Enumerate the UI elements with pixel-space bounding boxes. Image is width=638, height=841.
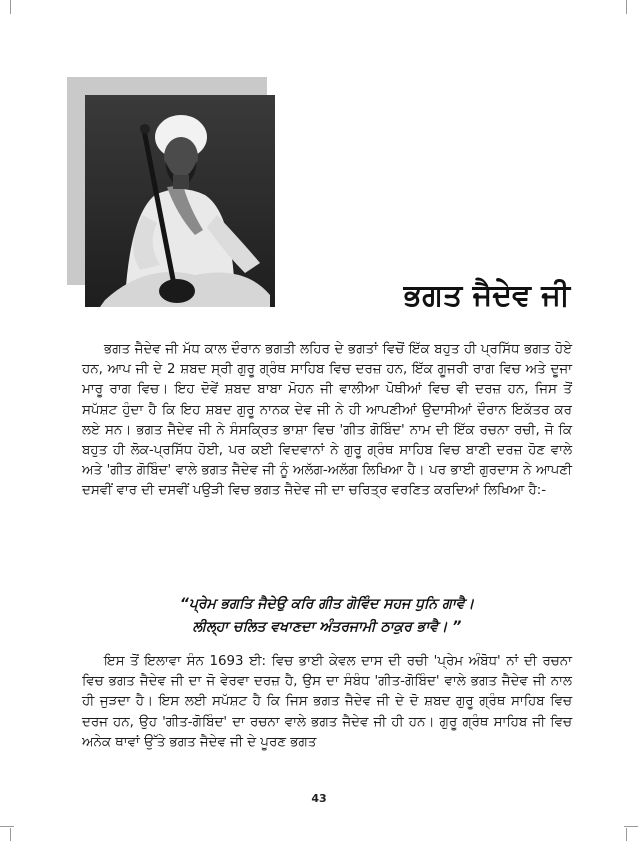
crop-mark-bottom-right-v bbox=[626, 828, 627, 841]
verse-line-1: “ਪ੍ਰੇਮ ਭਗਤਿ ਜੈਦੇਉ ਕਰਿ ਗੀਤ ਗੋਵਿੰਦ ਸਹਜ ਧੁਨਿ ਗਾਵੈ। bbox=[179, 596, 475, 612]
verse-line-2: ਲੀਲ੍ਹਾ ਚਲਿਤ ਵਖਾਣਦਾ ਅੰਤਰਜਾਮੀ ਠਾਕੁਰ ਭਾਵੈ। ” bbox=[192, 619, 462, 635]
page-title: ਭਗਤ ਜੈਦੇਵ ਜੀ bbox=[403, 278, 570, 313]
crop-mark-bottom-left bbox=[0, 826, 14, 827]
page-number: 43 bbox=[311, 792, 327, 805]
crop-mark-top-right bbox=[626, 0, 627, 14]
paragraph-continuation: ਇਸ ਤੋਂ ਇਲਾਵਾ ਸੰਨ 1693 ਈ: ਵਿਚ ਭਾਈ ਕੇਵਲ ਦਾਸ ਦੀ ਰਚੀ 'ਪ੍ਰੇਮ ਅੰਬੋਧ' ਨਾਂ ਦੀ ਰਚਨਾ ਵਿਚ ਭਗਤ ਜੈਦੇਵ ਜੀ ਦਾ ਜੋ ਵੇਰਵਾ ਦਰਜ਼ ਹੈ, ਉਸ ਦਾ ਸੰਬੰਧ 'ਗੀਤ-ਗੋਬਿੰਦ' ਵਾਲੇ ਭਗਤ ਜੈਦੇਵ ਜੀ ਨਾਲ ਹੀ ਜੁੜਦਾ ਹੈ। ਇਸ ਲਈ ਸਪੱਸ਼ਟ ਹੈ ਕਿ ਜਿਸ ਭਗਤ ਜੈਦੇਵ ਜੀ ਦੇ ਦੋ ਸ਼ਬਦ ਗੁਰੂ ਗ੍ਰੰਥ ਸਾਹਿਬ ਵਿਚ ਦਰਜ ਹਨ, ਉਹ 'ਗੀਤ-ਗੋਬਿੰਦ' ਦਾ ਰਚਨਾ ਵਾਲੇ ਭਗਤ ਜੈਦੇਵ ਜੀ ਹੀ ਹਨ। ਗੁਰੂ ਗ੍ਰੰਥ ਸਾਹਿਬ ਜੀ ਵਿਚ ਅਨੇਕ ਥਾਵਾਂ ਉੱਤੇ ਭਗਤ ਜੈਦੇਵ ਜੀ ਦੇ ਪੂਰਣ ਭਗਤ bbox=[82, 654, 572, 750]
crop-mark-top-left bbox=[10, 0, 11, 14]
paragraph-intro: ਭਗਤ ਜੈਦੇਵ ਜੀ ਮੱਧ ਕਾਲ ਦੌਰਾਨ ਭਗਤੀ ਲਹਿਰ ਦੇ ਭਗਤਾਂ ਵਿਚੋਂ ਇੱਕ ਬਹੁਤ ਹੀ ਪ੍ਰਸਿੱਧ ਭਗਤ ਹੋਏ ਹਨ, ਆਪ ਜੀ ਦੇ 2 ਸ਼ਬਦ ਸ੍ਰੀ ਗੁਰੂ ਗ੍ਰੰਥ ਸਾਹਿਬ ਵਿਚ ਦਰਜ਼ ਹਨ, ਇੱਕ ਗੂਜਰੀ ਰਾਗ ਵਿਚ ਅਤੇ ਦੂਜਾ ਮਾਰੂ ਰਾਗ ਵਿਚ। ਇਹ ਦੋਵੇਂ ਸ਼ਬਦ ਬਾਬਾ ਮੋਹਨ ਜੀ ਵਾਲੀਆ ਪੋਥੀਆਂ ਵਿਚ ਵੀ ਦਰਜ਼ ਹਨ, ਜਿਸ ਤੋਂ ਸਪੱਸ਼ਟ ਹੁੰਦਾ ਹੈ ਕਿ ਇਹ ਸ਼ਬਦ ਗੁਰੂ ਨਾਨਕ ਦੇਵ ਜੀ ਨੇ ਹੀ ਆਪਣੀਆਂ ਉਦਾਸੀਆਂ ਦੌਰਾਨ ਇਕੱਤਰ ਕਰ ਲਏ ਸਨ। ਭਗਤ ਜੈਦੇਵ ਜੀ ਨੇ ਸੰਸਕ੍ਰਿਤ ਭਾਸ਼ਾ ਵਿਚ 'ਗੀਤ ਗੋਬਿੰਦ' ਨਾਮ ਦੀ ਇੱਕ ਰਚਨਾ ਰਚੀ, ਜੋ ਕਿ ਬਹੁਤ ਹੀ ਲੋਕ-ਪ੍ਰਸਿੱਧ ਹੋਈ, ਪਰ ਕਈ ਵਿਦਵਾਨਾਂ ਨੇ ਗੁਰੂ ਗ੍ਰੰਥ ਸਾਹਿਬ ਵਿਚ ਬਾਣੀ ਦਰਜ਼ ਹੋਣ ਵਾਲੇ ਅਤੇ 'ਗੀਤ ਗੋਬਿੰਦ' ਵਾਲੇ ਭਗਤ ਜੈਦੇਵ ਜੀ ਨੂੰ ਅਲੱਗ-ਅਲੱਗ ਲਿਖਿਆ ਹੈ। ਪਰ ਭਾਈ ਗੁਰਦਾਸ ਨੇ ਆਪਣੀ ਦਸਵੀਂ ਵਾਰ ਦੀ ਦਸਵੀਂ ਪਉੜੀ ਵਿਚ ਭਗਤ ਜੈਦੇਵ ਜੀ ਦਾ ਚਰਿਤ੍ਰ ਵਰਣਿਤ ਕਰਦਿਆਂ ਲਿਖਿਆ ਹੈ:- bbox=[82, 342, 572, 499]
portrait-image bbox=[85, 95, 275, 307]
crop-mark-bottom-left-v bbox=[10, 828, 11, 841]
verse-quote bbox=[82, 593, 572, 639]
crop-mark-bottom-right bbox=[624, 826, 638, 827]
portrait-figure bbox=[67, 77, 275, 307]
